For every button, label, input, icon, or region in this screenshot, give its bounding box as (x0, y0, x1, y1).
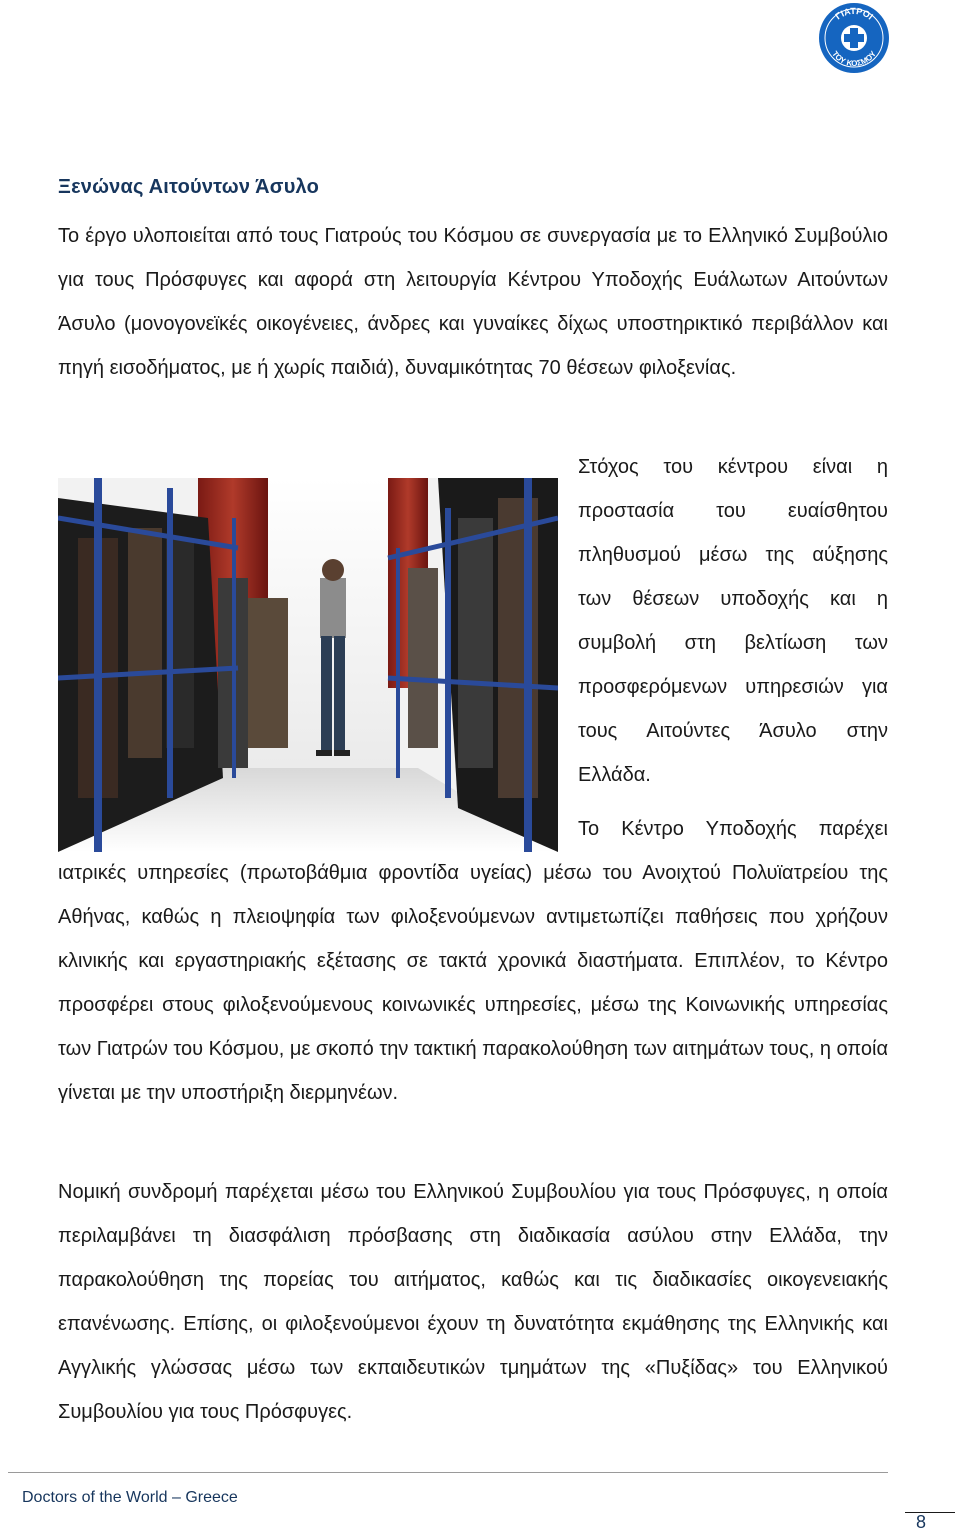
intro-paragraph: Το έργο υλοποιείται από τους Γιατρούς του Κόσμου σε συνεργασία με το Ελληνικό Συμβούλιο για τους Πρόσφυγες και αφορά στη λειτουργία Κέντρου Υποδοχής Ευάλωτων Αιτούντων Άσυλο (μονογονεϊκές οικογένειες, άνδρες και γυναίκες δίχως υποστηρικτικό περιβάλλον και πηγή εισοδήματος, με ή χωρίς παιδιά), δυναμικότητας 70 θέσεων φιλοξενίας. (58, 225, 888, 379)
footer-organization: Doctors of the World – Greece (22, 1489, 238, 1506)
dormitory-photo (58, 478, 558, 852)
section-heading: Ξενώνας Αιτούντων Άσυλο (58, 176, 320, 198)
page-number-rule (905, 1512, 955, 1513)
svg-text:ΓΙΑΤΡΟΙ: ΓΙΑΤΡΟΙ (833, 5, 875, 22)
services-paragraph-start: Το Κέντρο Υποδοχής παρέχει (578, 818, 888, 840)
goal-paragraph: Στόχος του κέντρου είναι η προστασία του ευαίσθητου πληθυσμού μέσω της αύξησης των θέσεων υποδοχής και η συμβολή στη βελτίωση των προσφερόμενων υπηρεσιών για τους Αιτούντες Άσυλο στην Ελλάδα. (578, 456, 888, 786)
legal-aid-paragraph: Νομική συνδρομή παρέχεται μέσω του Ελληνικού Συμβουλίου για τους Πρόσφυγες, η οποία περιλαμβάνει τη διασφάλιση πρόσβασης στη διαδικασία ασύλου στην Ελλάδα, την παρακολούθηση της πορείας του αιτήματος, καθώς και τις διαδικασίες οικογενειακής επανένωσης. Επίσης, οι φιλοξενούμενοι έχουν τη δυνατότητα εκμάθησης της Ελληνικής και Αγγλικής γλώσσας μέσω των εκπαιδευτικών τμημάτων της «Πυξίδας» του Ελληνικού Συμβουλίου για τους Πρόσφυγες. (58, 1181, 888, 1423)
footer-divider (8, 1472, 888, 1473)
services-paragraph: ιατρικές υπηρεσίες (πρωτοβάθμια φροντίδα υγείας) μέσω του Ανοιχτού Πολυϊατρείου της Αθήνας, καθώς η πλειοψηφία των φιλοξενούμενων αντιμετωπίζει παθήσεις που χρήζουν κλινικής και εργαστηριακής εξέτασης σε τακτά χρονικά διαστήματα. Επιπλέον, το Κέντρο προσφέρει στους φιλοξενούμενους κοινωνικές υπηρεσίες, μέσω της Κοινωνικής υπηρεσίας των Γιατρών του Κόσμου, με σκοπό την τακτική παρακολούθηση των αιτημάτων τους, η οποία γίνεται με την υποστήριξη διερμηνέων. (58, 862, 888, 1104)
organization-logo (818, 2, 890, 74)
svg-text:ΤΟΥ ΚΟΣΜΟΥ: ΤΟΥ ΚΟΣΜΟΥ (830, 49, 878, 69)
page-number: 8 (916, 1512, 927, 1532)
